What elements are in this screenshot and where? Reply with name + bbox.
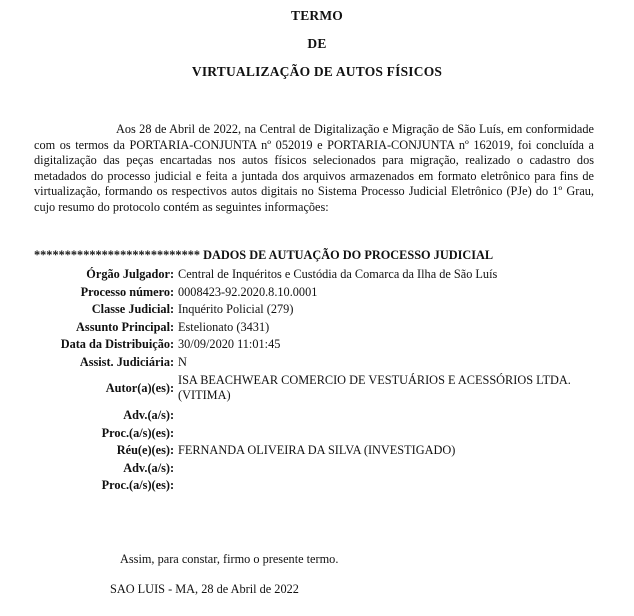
- field-reu: [0, 442, 634, 460]
- field-advogado-autor: [0, 407, 634, 425]
- field-assunto-principal: [0, 319, 634, 337]
- field-label: Órgão Julgador: [86, 267, 170, 281]
- section-header: *************************** DADOS DE AUTUAÇÃO DO PROCESSO JUDICIAL: [34, 248, 494, 262]
- field-colon: :: [170, 319, 175, 334]
- field-procurador-reu: [0, 477, 634, 495]
- field-data-distribuicao: [0, 336, 634, 354]
- field-advogado-reu: [0, 460, 634, 478]
- case-fields: [0, 266, 634, 495]
- field-colon: :: [170, 443, 175, 457]
- field-colon: :: [170, 337, 175, 351]
- field-value: 30/09/2020 11:01:45: [178, 337, 281, 351]
- field-label: Processo número: [80, 284, 170, 299]
- intro-paragraph: Aos 28 de Abril de 2022, na Central de Digitalização e Migração de São Luís, em conformidade com os termos da PORTARIA-CONJUNTA nº 052019 e PORTARIA-CONJUNTA nº 162019, foi concluída a digitalização das peças encartadas nos autos físicos selecionados para migração, realizado o cadastro dos metadados do processo judicial e feita a juntada dos arquivos armazenados em formato eletrônico para fins de virtualização, formando os respectivos autos digitais no Sistema Processo Judicial Eletrônico (PJe) do 1º Grau, cujo resumo do protocolo contém as seguintes informações:: [34, 122, 594, 214]
- field-label: Adv.(a/s): [123, 460, 170, 475]
- field-autor: [0, 371, 634, 407]
- field-value: 0008423-92.2020.8.10.0001: [178, 284, 318, 299]
- field-label: Adv.(a/s): [123, 408, 170, 422]
- title-termo: TERMO: [290, 8, 343, 23]
- field-processo-numero: [0, 284, 634, 302]
- field-value: Central de Inquéritos e Custódia da Comarca da Ilha de São Luís: [178, 267, 498, 281]
- title-virtualizacao: VIRTUALIZAÇÃO DE AUTOS FÍSICOS: [191, 64, 443, 79]
- field-colon: :: [170, 460, 175, 475]
- place-and-date: SAO LUIS - MA, 28 de Abril de 2022: [110, 582, 299, 596]
- field-colon: :: [170, 354, 175, 369]
- field-value: Inquérito Policial (279): [178, 302, 294, 316]
- field-classe-judicial: [0, 301, 634, 319]
- field-label: Autor(a)(es): [105, 381, 170, 395]
- field-value: N: [178, 354, 187, 369]
- title-de: DE: [307, 36, 327, 51]
- field-label: Data da Distribuição: [60, 337, 170, 351]
- field-orgao-julgador: [0, 266, 634, 284]
- field-label: Proc.(a/s)(es): [101, 425, 170, 440]
- field-procurador-autor: [0, 425, 634, 443]
- field-assist-judiciaria: [0, 354, 634, 372]
- field-label: Classe Judicial: [91, 302, 170, 316]
- field-label: Assist. Judiciária: [79, 354, 170, 369]
- field-colon: :: [170, 478, 175, 492]
- field-label: Assunto Principal: [76, 319, 170, 334]
- field-value: Estelionato (3431): [178, 319, 270, 334]
- field-label: Réu(e)(es): [116, 443, 170, 457]
- field-label: Proc.(a/s)(es): [101, 478, 170, 492]
- field-colon: :: [170, 408, 175, 422]
- field-colon: :: [170, 267, 175, 281]
- closing-statement: Assim, para constar, firmo o presente termo.: [120, 552, 339, 566]
- field-value: FERNANDA OLIVEIRA DA SILVA (INVESTIGADO): [178, 443, 456, 457]
- field-colon: :: [170, 302, 175, 316]
- field-colon: :: [170, 381, 175, 395]
- field-colon: :: [170, 425, 175, 440]
- field-colon: :: [170, 284, 175, 299]
- field-value: ISA BEACHWEAR COMERCIO DE VESTUÁRIOS E ACESSÓRIOS LTDA. (VITIMA): [178, 373, 571, 402]
